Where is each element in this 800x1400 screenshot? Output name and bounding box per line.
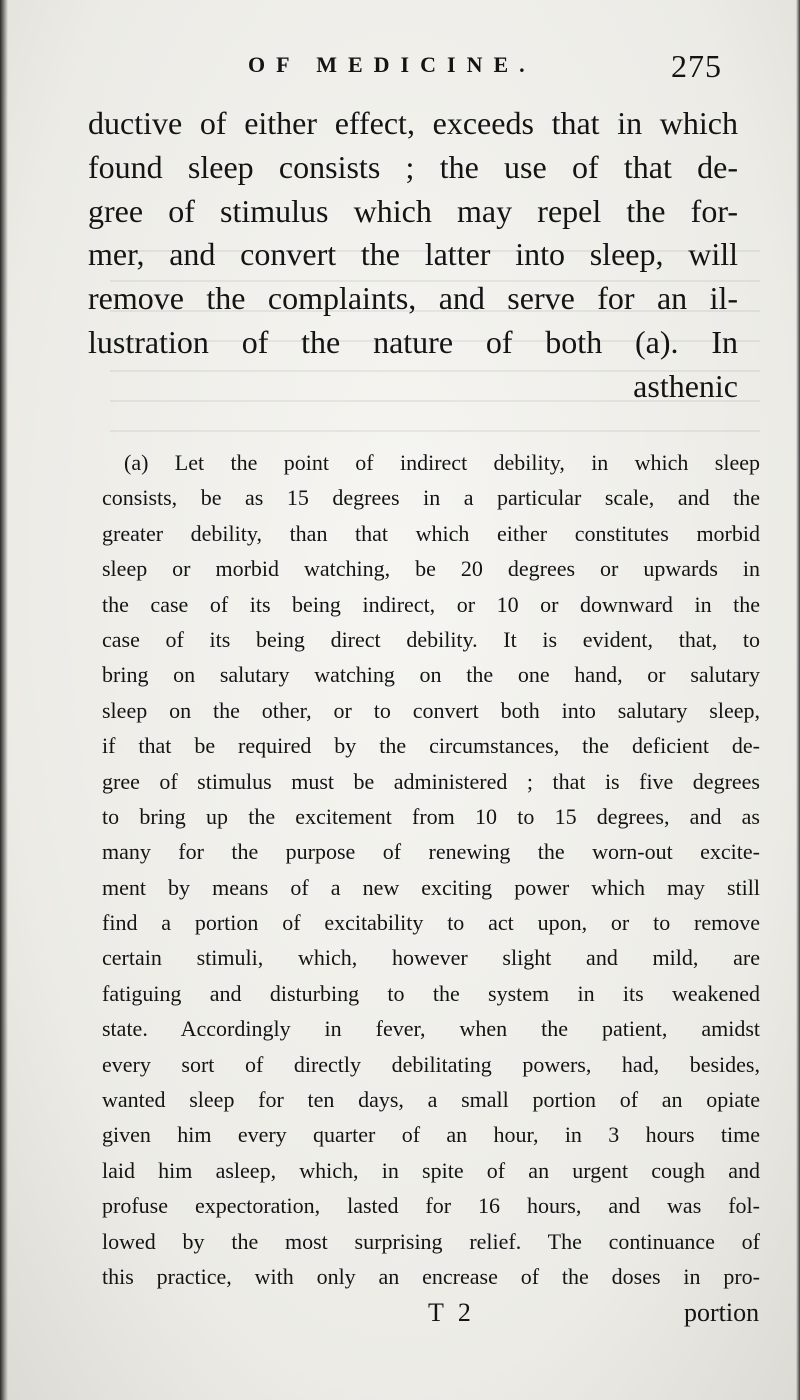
footnote-line: the case of its being indirect, or 10 or downward in the [102, 591, 760, 617]
main-text [88, 102, 738, 409]
footnote-line: greater debility, than that which either constitutes morbid [102, 520, 760, 546]
running-head: OF MEDICINE. [248, 52, 536, 77]
footnote-line: consists, be as 15 degrees in a particular scale, and the [102, 485, 760, 511]
footnote [102, 445, 760, 1294]
text-line: lustration of the nature of both (a). In [88, 323, 738, 360]
text-line: mer, and convert the latter into sleep, will [88, 236, 738, 273]
footnote-line: given him every quarter of an hour, in 3 hours time [102, 1122, 760, 1148]
text-line: remove the complaints, and serve for an il- [88, 280, 738, 317]
footnote-line: profuse expectoration, lasted for 16 hours, and was fol- [102, 1193, 760, 1219]
text-line: asthenic [633, 367, 738, 404]
footnote-line: certain stimuli, which, however slight and mild, are [102, 945, 760, 971]
page-number: 275 [671, 48, 722, 84]
footnote-line: to bring up the excitement from 10 to 15 degrees, and as [102, 803, 760, 829]
text-line: found sleep consists ; the use of that de- [88, 148, 738, 185]
footnote-line: sleep or morbid watching, be 20 degrees or upwards in [102, 556, 760, 582]
footnote-line: every sort of directly debilitating powers, had, besides, [102, 1051, 760, 1077]
text-line: ductive of either effect, exceeds that in which [88, 105, 738, 141]
catchword: portion [684, 1298, 760, 1327]
footnote-line: bring on salutary watching on the one hand, or salutary [102, 662, 760, 688]
footnote-line: ment by means of a new exciting power which may still [102, 874, 760, 900]
footnote-line: case of its being direct debility. It is evident, that, to [102, 626, 760, 652]
footnote-line: sleep on the other, or to convert both into salutary sleep, [102, 697, 760, 723]
footnote-line: find a portion of excitability to act upon, or to remove [102, 910, 760, 936]
signature-mark: T 2 [428, 1298, 475, 1327]
footnote-line: wanted sleep for ten days, a small portion of an opiate [102, 1087, 760, 1113]
text-line: gree of stimulus which may repel the for- [88, 192, 738, 229]
footnote-line: many for the purpose of renewing the worn-out excite- [102, 839, 760, 865]
footnote-line: gree of stimulus must be administered ; that is five degrees [102, 768, 760, 794]
footnote-line: (a) Let the point of indirect debility, in which sleep [124, 450, 760, 475]
page-header [0, 48, 800, 88]
footnote-line: laid him asleep, which, in spite of an urgent cough and [102, 1157, 760, 1183]
footnote-line: this practice, with only an encrease of the doses in pro- [102, 1263, 760, 1289]
footnote-line: lowed by the most surprising relief. The continuance of [102, 1228, 760, 1254]
footnote-line: if that be required by the circumstances, the deficient de- [102, 733, 760, 759]
footnote-line: state. Accordingly in fever, when the patient, amidst [102, 1016, 760, 1042]
footnote-line: fatiguing and disturbing to the system in its weakened [102, 980, 760, 1006]
